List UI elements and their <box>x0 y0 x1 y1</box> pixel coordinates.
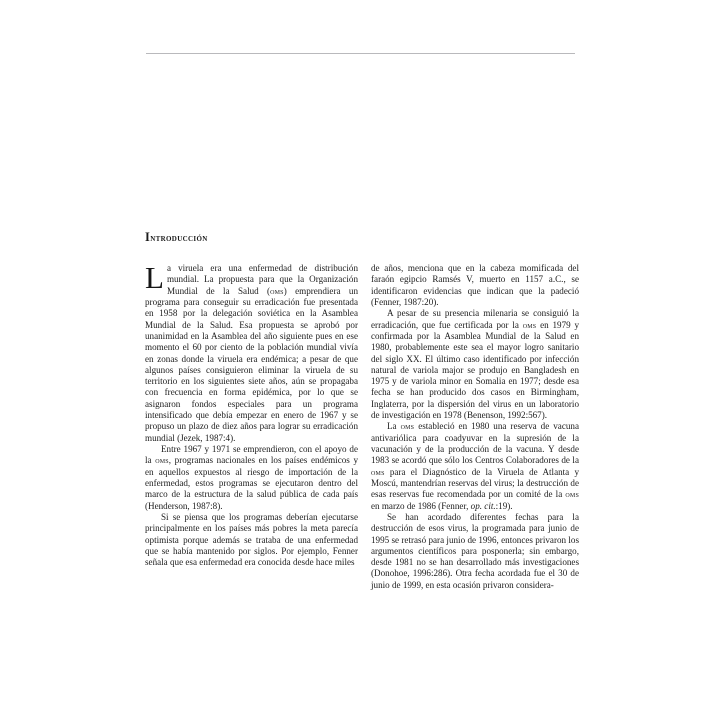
paragraph-1-text-b: zación Mundial de la Salud ( <box>166 274 358 296</box>
paragraph-5 <box>371 308 579 421</box>
drop-cap-letter: L <box>145 260 164 295</box>
paragraph-1 <box>145 260 358 444</box>
paragraph-5-text-b: en 1979 y confirmada por la Asamblea Mundial de la Salud en 1980, probablemente este sea el mayor logro sanitario del siglo XX. El último caso identificado por infección natural de variola major se produjo en Bangladesh en 1975 y de variola minor en Somalia en 1977; desde esa fecha se han producido dos casos en Birmingham, Inglaterra, por la dispersión del virus en un laboratorio de investigación en 1978 (Benenson, 1992:567). <box>371 319 580 421</box>
page-title <box>145 231 579 245</box>
page-title-initial: I <box>145 230 151 244</box>
paragraph-4 <box>371 263 579 308</box>
paragraph-2 <box>145 444 358 512</box>
header-rule <box>146 53 575 54</box>
two-column-layout <box>145 260 580 591</box>
paragraph-6-text-b: estableció en 1980 una reserva de vacuna antivariólica para coadyuvar en la supresión de la vacunación y de la producción de la vacuna. Y desde 1983 se acordó que sólo los Centros Colaboradores de la <box>371 421 579 466</box>
paragraph-6-text-e: :19). <box>495 500 513 511</box>
paragraph-2-text-a: Entre 1967 y 1971 se emprendieron, con el apoyo de la <box>145 444 358 466</box>
paragraph-1-text-a: a viruela era una enfermedad de distribución mundial. La propuesta para que la Organi <box>166 263 358 285</box>
paragraph-2-text-b: , programas nacionales en los países endémicos y en aquellos expuestos al riesgo de importación de la enfermedad, estos programas se ejecutaron dentro del marco de la estructura de la salud pública de cada país (Henderson, 1987:8). <box>145 455 358 511</box>
paragraph-4-text-a: de años, menciona que en la cabeza momificada del faraón egipcio Ramsés V, muerto en 1157 a.C., se identificaron evidencias que indican que la padeció (Fenner, 1987:20). <box>371 263 579 307</box>
paragraph-3 <box>145 512 358 569</box>
abbr-oms: oms <box>400 421 415 432</box>
paragraph-7-text-a: Se han acordado diferentes fechas para la destrucción de esos virus, la programada para junio de 1995 se retrasó para junio de 1996, entonces privaron los argumentos científicos para posponerla; sin embargo, desde 1981 no se han desarrollado más investigaciones (Donohoe, 1996:286). Otra fecha acordada fue el 30 de junio de 1999, en esta ocasión privaron considera- <box>371 511 579 590</box>
citation-op-cit: op. cit. <box>470 500 496 511</box>
abbr-oms: oms <box>565 489 579 500</box>
paragraph-6-text-d: en marzo de 1986 (Fenner, <box>371 500 471 511</box>
paragraph-6-text-c: para el Diagnóstico de la Viruela de Atlanta y Moscú, mantendrían reservas del virus; la destrucción de esas reservas fue recomendada por un comité de la <box>371 466 579 500</box>
abbr-oms: oms <box>371 466 385 477</box>
paragraph-6-text-a: La <box>387 421 401 432</box>
abbr-oms: oms <box>270 285 284 296</box>
text-column-left <box>145 260 358 568</box>
paragraph-1-text-c: ) emprendiera un programa para conseguir su erradicación fue presentada en 1958 por la delegación soviética en la Asamblea Mundial de la Salud. Esa propuesta se aprobó por unanimidad en la Asamblea del año siguiente pues en ese momento el 60 por ciento de la población mundial vivía en zonas donde la viruela era endémica; a pesar de que algunos países consiguieron eliminar la viruela de su territorio en los siguientes siete años, aún se propagaba con frecuencia en forma epidémica, por lo que se asignaron fondos especiales para un programa intensificado que debía empezar en enero de 1967 y se propuso un plazo de diez años para lograr su erradicación mundial (Jezek, 1987:4). <box>145 285 358 443</box>
paragraph-6 <box>371 421 579 512</box>
page-body <box>145 231 579 591</box>
text-column-right <box>371 263 579 591</box>
paragraph-5-text-a: A pesar de su presencia milenaria se consiguió la erradicación, que fue certificada por la <box>371 308 579 330</box>
paragraph-7 <box>371 512 579 591</box>
page-title-rest: ntroducción <box>150 233 208 244</box>
abbr-oms: oms <box>522 319 537 330</box>
paragraph-3-text-a: Si se piensa que los programas deberían ejecutarse principalmente en los países más pobres la meta parecía optimista porque además se trataba de una enfermedad que se había mantenido por siglos. Por ejemplo, Fenner señala que esa enfermedad era conocida desde hace miles <box>145 511 358 568</box>
abbr-oms: oms <box>155 455 169 466</box>
